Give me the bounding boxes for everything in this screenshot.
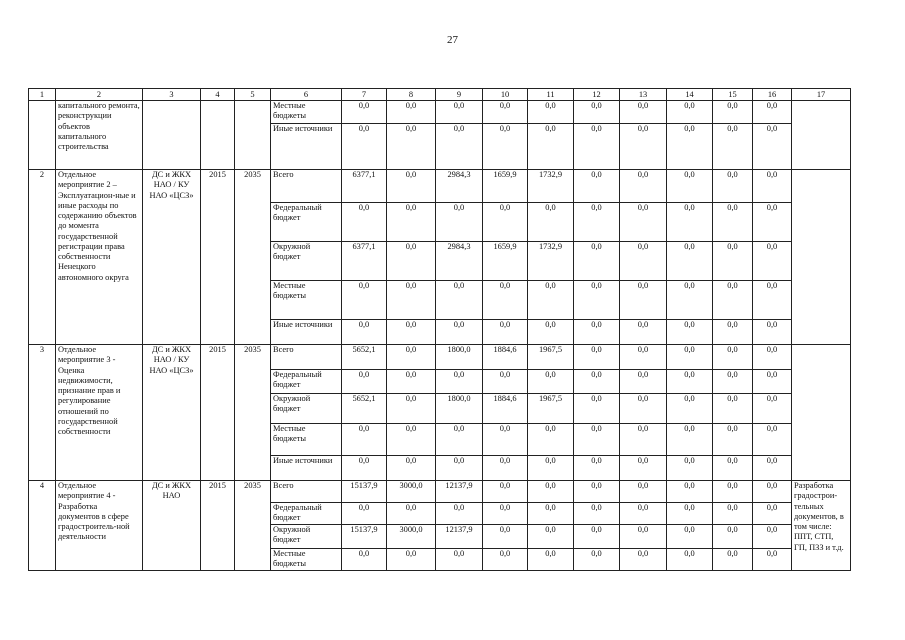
amount-cell: 5652,1: [342, 345, 387, 370]
amount-cell: 0,0: [342, 503, 387, 525]
amount-cell: 0,0: [667, 345, 713, 370]
amount-cell: 0,0: [574, 370, 620, 394]
measure-name: Отдельное мероприятие 3 - Оценка недвижимости, признание прав и регулирование отношений по государственной собственности: [56, 345, 143, 481]
column-header: 14: [667, 89, 713, 101]
amount-cell: 0,0: [528, 203, 574, 242]
amount-cell: 0,0: [387, 394, 436, 424]
amount-cell: 0,0: [528, 525, 574, 549]
amount-cell: 0,0: [574, 170, 620, 203]
amount-cell: 0,0: [528, 124, 574, 170]
funding-source: Местные бюджеты: [271, 281, 342, 320]
amount-cell: 0,0: [387, 370, 436, 394]
amount-cell: 0,0: [713, 124, 753, 170]
amount-cell: 0,0: [574, 424, 620, 456]
amount-cell: 0,0: [387, 549, 436, 571]
funding-source: Федеральный бюджет: [271, 503, 342, 525]
amount-cell: 0,0: [620, 320, 667, 345]
amount-cell: 0,0: [753, 525, 792, 549]
amount-cell: 0,0: [713, 320, 753, 345]
amount-cell: 15137,9: [342, 525, 387, 549]
measure-name: Отдельное мероприятие 4 - Разработка документов в сфере градостроитель-ной деятельности: [56, 481, 143, 571]
executor: [143, 101, 201, 170]
amount-cell: 0,0: [483, 456, 528, 481]
amount-cell: 0,0: [667, 525, 713, 549]
amount-cell: 0,0: [342, 320, 387, 345]
amount-cell: 0,0: [574, 549, 620, 571]
column-header: 1: [29, 89, 56, 101]
amount-cell: 0,0: [574, 394, 620, 424]
amount-cell: 0,0: [528, 424, 574, 456]
amount-cell: 0,0: [620, 481, 667, 503]
amount-cell: 0,0: [436, 101, 483, 124]
amount-cell: 0,0: [574, 203, 620, 242]
amount-cell: 0,0: [753, 424, 792, 456]
amount-cell: 0,0: [620, 549, 667, 571]
amount-cell: 0,0: [483, 503, 528, 525]
amount-cell: 0,0: [713, 525, 753, 549]
amount-cell: 0,0: [436, 424, 483, 456]
financing-table: [28, 88, 851, 571]
end-year: [235, 101, 271, 170]
amount-cell: 0,0: [713, 170, 753, 203]
amount-cell: 0,0: [753, 456, 792, 481]
amount-cell: 0,0: [753, 281, 792, 320]
amount-cell: 0,0: [667, 320, 713, 345]
amount-cell: 0,0: [667, 124, 713, 170]
amount-cell: 0,0: [713, 203, 753, 242]
amount-cell: 0,0: [387, 320, 436, 345]
amount-cell: 0,0: [753, 170, 792, 203]
funding-source: Местные бюджеты: [271, 101, 342, 124]
column-header: 9: [436, 89, 483, 101]
amount-cell: 0,0: [753, 345, 792, 370]
amount-cell: 0,0: [620, 503, 667, 525]
expected-result: Разработка градострои-тельных документов, в том числе: ППТ, СТП, ГП, ПЗЗ и т.д.: [792, 481, 851, 571]
amount-cell: 0,0: [483, 124, 528, 170]
amount-cell: 0,0: [667, 170, 713, 203]
amount-cell: 0,0: [387, 242, 436, 281]
amount-cell: 0,0: [436, 203, 483, 242]
funding-source: Местные бюджеты: [271, 424, 342, 456]
end-year: 2035: [235, 170, 271, 345]
amount-cell: 3000,0: [387, 525, 436, 549]
funding-source: Всего: [271, 481, 342, 503]
amount-cell: 0,0: [483, 424, 528, 456]
amount-cell: 0,0: [713, 281, 753, 320]
page-number: 27: [447, 34, 458, 46]
header-row: [29, 89, 851, 101]
amount-cell: 1967,5: [528, 394, 574, 424]
funding-source: Федеральный бюджет: [271, 203, 342, 242]
amount-cell: 0,0: [387, 345, 436, 370]
amount-cell: 0,0: [483, 525, 528, 549]
amount-cell: 5652,1: [342, 394, 387, 424]
amount-cell: 0,0: [753, 503, 792, 525]
end-year: 2035: [235, 345, 271, 481]
amount-cell: 0,0: [753, 481, 792, 503]
amount-cell: 0,0: [436, 281, 483, 320]
start-year: 2015: [201, 345, 235, 481]
funding-source: Всего: [271, 170, 342, 203]
amount-cell: 0,0: [387, 124, 436, 170]
funding-source: Окружной бюджет: [271, 242, 342, 281]
amount-cell: 0,0: [753, 370, 792, 394]
row-number: 3: [29, 345, 56, 481]
row-number: 2: [29, 170, 56, 345]
column-header: 2: [56, 89, 143, 101]
row-number: [29, 101, 56, 170]
amount-cell: 0,0: [342, 456, 387, 481]
column-header: 4: [201, 89, 235, 101]
column-header: 10: [483, 89, 528, 101]
amount-cell: 0,0: [387, 424, 436, 456]
amount-cell: 0,0: [753, 242, 792, 281]
start-year: 2015: [201, 481, 235, 571]
end-year: 2035: [235, 481, 271, 571]
amount-cell: 0,0: [436, 456, 483, 481]
amount-cell: 0,0: [483, 549, 528, 571]
amount-cell: 0,0: [342, 424, 387, 456]
amount-cell: 2984,3: [436, 242, 483, 281]
amount-cell: 12137,9: [436, 525, 483, 549]
amount-cell: 1659,9: [483, 170, 528, 203]
executor: ДС и ЖКХ НАО / КУ НАО «ЦСЗ»: [143, 345, 201, 481]
amount-cell: 0,0: [753, 549, 792, 571]
amount-cell: 0,0: [753, 101, 792, 124]
amount-cell: 1884,6: [483, 345, 528, 370]
column-header: 16: [753, 89, 792, 101]
amount-cell: 2984,3: [436, 170, 483, 203]
amount-cell: 1659,9: [483, 242, 528, 281]
amount-cell: 0,0: [667, 549, 713, 571]
amount-cell: 0,0: [620, 101, 667, 124]
amount-cell: 0,0: [574, 124, 620, 170]
amount-cell: 1732,9: [528, 170, 574, 203]
amount-cell: 0,0: [528, 370, 574, 394]
amount-cell: 0,0: [667, 456, 713, 481]
amount-cell: 12137,9: [436, 481, 483, 503]
amount-cell: 0,0: [342, 203, 387, 242]
column-header: 8: [387, 89, 436, 101]
table-row: [29, 345, 851, 370]
funding-source: Окружной бюджет: [271, 394, 342, 424]
amount-cell: 0,0: [483, 101, 528, 124]
amount-cell: 1967,5: [528, 345, 574, 370]
start-year: 2015: [201, 170, 235, 345]
amount-cell: 0,0: [387, 203, 436, 242]
expected-result: [792, 170, 851, 345]
measure-name: капитального ремонта, реконструкции объектов капитального строительства: [56, 101, 143, 170]
amount-cell: 0,0: [574, 525, 620, 549]
expected-result: [792, 345, 851, 481]
amount-cell: 0,0: [713, 101, 753, 124]
amount-cell: 0,0: [713, 242, 753, 281]
amount-cell: 0,0: [620, 345, 667, 370]
executor: ДС и ЖКХ НАО: [143, 481, 201, 571]
amount-cell: 0,0: [620, 456, 667, 481]
amount-cell: 0,0: [528, 456, 574, 481]
amount-cell: 0,0: [753, 124, 792, 170]
amount-cell: 0,0: [620, 525, 667, 549]
amount-cell: 0,0: [667, 503, 713, 525]
funding-source: Окружной бюджет: [271, 525, 342, 549]
amount-cell: 0,0: [713, 503, 753, 525]
amount-cell: 0,0: [574, 503, 620, 525]
funding-source: Иные источники: [271, 456, 342, 481]
amount-cell: 0,0: [620, 203, 667, 242]
amount-cell: 0,0: [713, 394, 753, 424]
amount-cell: 0,0: [574, 281, 620, 320]
amount-cell: 0,0: [483, 203, 528, 242]
amount-cell: 0,0: [713, 424, 753, 456]
amount-cell: 0,0: [387, 170, 436, 203]
amount-cell: 0,0: [620, 394, 667, 424]
amount-cell: 0,0: [620, 424, 667, 456]
column-header: 12: [574, 89, 620, 101]
amount-cell: 0,0: [342, 124, 387, 170]
amount-cell: 0,0: [436, 124, 483, 170]
funding-source: Иные источники: [271, 320, 342, 345]
amount-cell: 0,0: [574, 242, 620, 281]
amount-cell: 0,0: [387, 503, 436, 525]
amount-cell: 0,0: [620, 281, 667, 320]
funding-source: Всего: [271, 345, 342, 370]
amount-cell: 0,0: [436, 370, 483, 394]
start-year: [201, 101, 235, 170]
amount-cell: 0,0: [713, 345, 753, 370]
column-header: 13: [620, 89, 667, 101]
amount-cell: 0,0: [713, 549, 753, 571]
row-number: 4: [29, 481, 56, 571]
table-row: [29, 481, 851, 503]
amount-cell: 0,0: [667, 424, 713, 456]
funding-source: Местные бюджеты: [271, 549, 342, 571]
amount-cell: 0,0: [342, 370, 387, 394]
amount-cell: 0,0: [574, 320, 620, 345]
column-header: 7: [342, 89, 387, 101]
amount-cell: 0,0: [620, 370, 667, 394]
amount-cell: 0,0: [667, 203, 713, 242]
amount-cell: 0,0: [436, 503, 483, 525]
column-header: 5: [235, 89, 271, 101]
amount-cell: 0,0: [436, 549, 483, 571]
column-header: 11: [528, 89, 574, 101]
amount-cell: 0,0: [620, 242, 667, 281]
funding-source: Иные источники: [271, 124, 342, 170]
amount-cell: 0,0: [528, 320, 574, 345]
amount-cell: 0,0: [667, 281, 713, 320]
amount-cell: 0,0: [753, 203, 792, 242]
amount-cell: 0,0: [387, 101, 436, 124]
amount-cell: 1800,0: [436, 345, 483, 370]
amount-cell: 0,0: [528, 549, 574, 571]
table-row: [29, 101, 851, 124]
amount-cell: 0,0: [713, 481, 753, 503]
amount-cell: 0,0: [342, 101, 387, 124]
amount-cell: 1800,0: [436, 394, 483, 424]
amount-cell: 6377,1: [342, 170, 387, 203]
amount-cell: 0,0: [753, 394, 792, 424]
amount-cell: 0,0: [342, 281, 387, 320]
amount-cell: 0,0: [528, 503, 574, 525]
column-header: 3: [143, 89, 201, 101]
amount-cell: 0,0: [713, 370, 753, 394]
amount-cell: 15137,9: [342, 481, 387, 503]
amount-cell: 0,0: [483, 370, 528, 394]
amount-cell: 0,0: [753, 320, 792, 345]
amount-cell: 0,0: [528, 101, 574, 124]
amount-cell: 0,0: [574, 481, 620, 503]
amount-cell: 0,0: [667, 101, 713, 124]
column-header: 17: [792, 89, 851, 101]
amount-cell: 3000,0: [387, 481, 436, 503]
amount-cell: 0,0: [528, 281, 574, 320]
column-header: 15: [713, 89, 753, 101]
measure-name: Отдельное мероприятие 2 – Эксплуатацион-ные и иные расходы по содержанию объектов до момента государственной регистрации права собственности Ненецкого автономного округа: [56, 170, 143, 345]
table-row: [29, 170, 851, 203]
amount-cell: 0,0: [574, 345, 620, 370]
amount-cell: 0,0: [436, 320, 483, 345]
amount-cell: 0,0: [667, 370, 713, 394]
amount-cell: 0,0: [483, 281, 528, 320]
funding-source: Федеральный бюджет: [271, 370, 342, 394]
amount-cell: 0,0: [342, 549, 387, 571]
amount-cell: 0,0: [574, 456, 620, 481]
column-header: 6: [271, 89, 342, 101]
amount-cell: 0,0: [483, 481, 528, 503]
expected-result: [792, 101, 851, 170]
amount-cell: 0,0: [574, 101, 620, 124]
amount-cell: 0,0: [387, 281, 436, 320]
amount-cell: 0,0: [483, 320, 528, 345]
amount-cell: 0,0: [667, 481, 713, 503]
amount-cell: 1884,6: [483, 394, 528, 424]
amount-cell: 0,0: [387, 456, 436, 481]
amount-cell: 0,0: [667, 242, 713, 281]
amount-cell: 0,0: [713, 456, 753, 481]
amount-cell: 0,0: [620, 124, 667, 170]
amount-cell: 0,0: [620, 170, 667, 203]
amount-cell: 6377,1: [342, 242, 387, 281]
amount-cell: 1732,9: [528, 242, 574, 281]
amount-cell: 0,0: [667, 394, 713, 424]
amount-cell: 0,0: [528, 481, 574, 503]
executor: ДС и ЖКХ НАО / КУ НАО «ЦСЗ»: [143, 170, 201, 345]
